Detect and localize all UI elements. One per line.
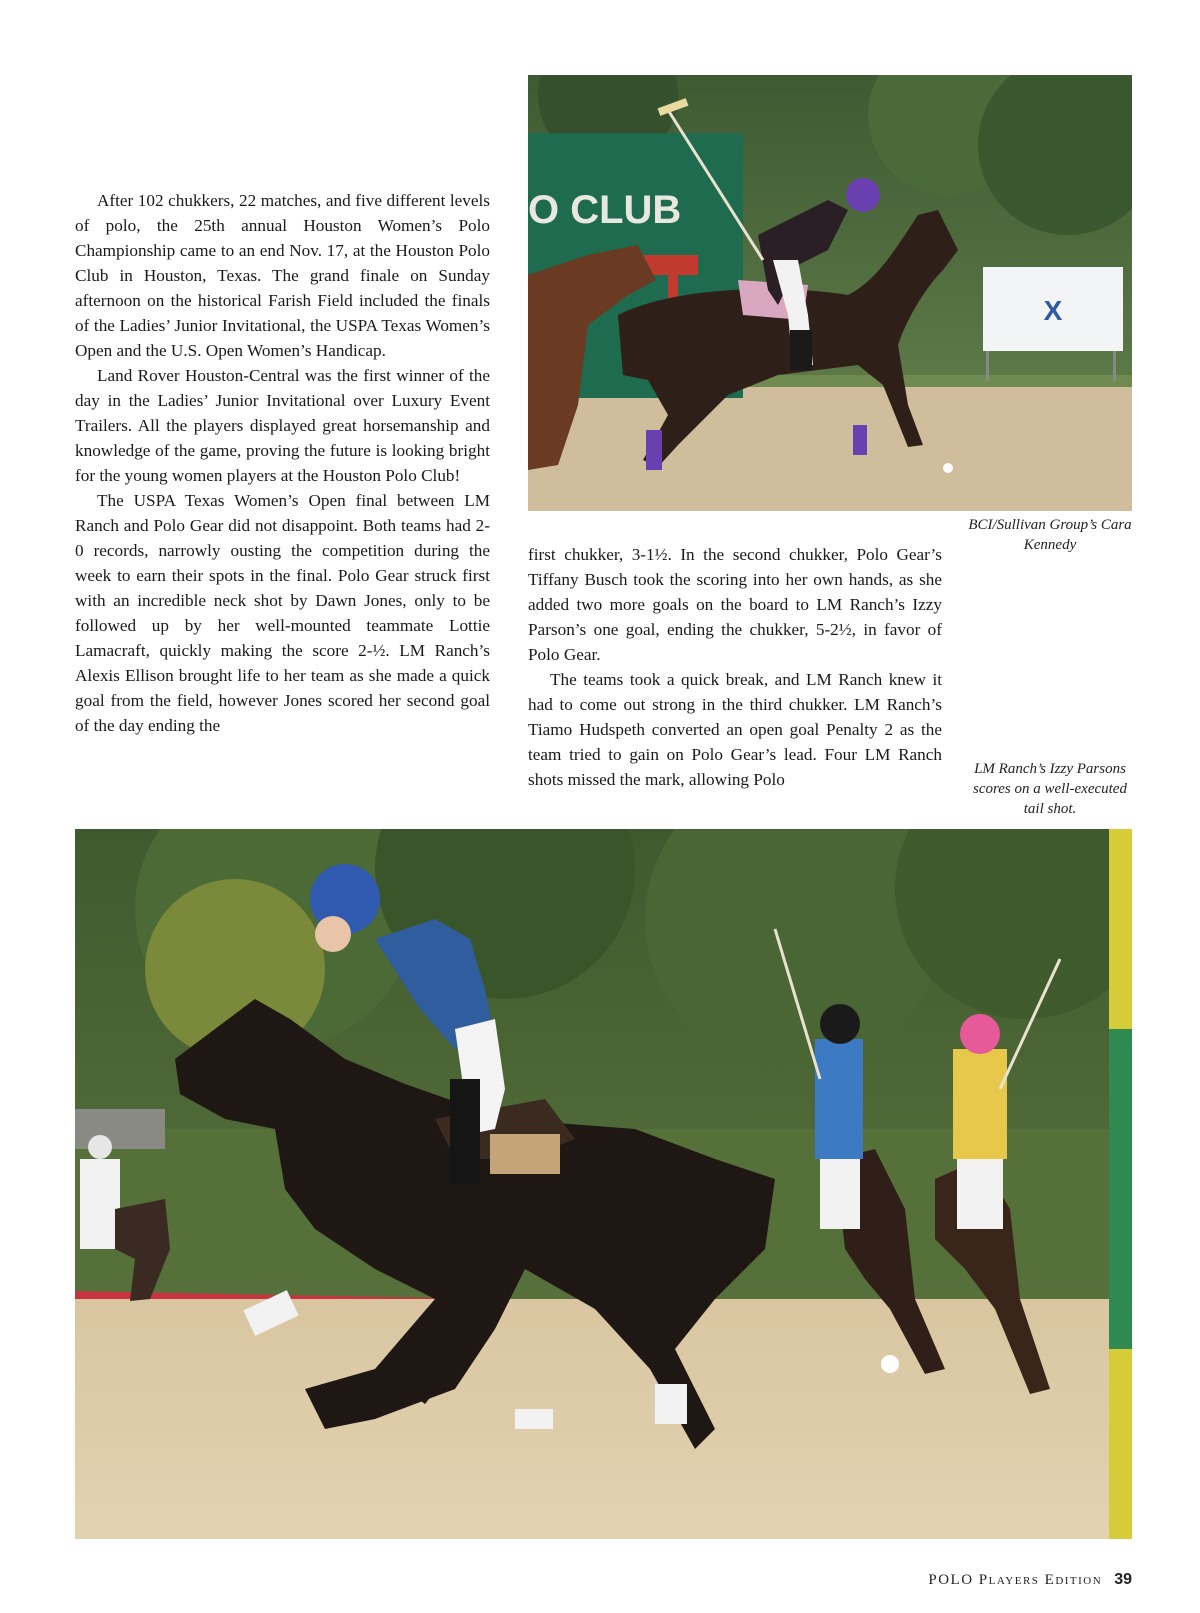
page-footer bbox=[928, 1571, 1132, 1589]
paragraph: The USPA Texas Women’s Open final between LM Ranch and Polo Gear did not disappoint. Both teams had 2-0 records, narrowly ousting the competition during the week to earn their spots in the final. Polo Gear struck first with an incredible neck shot by Dawn Jones, only to be followed up by her well-mounted teammate Lottie Lamacraft, quickly making the score 2-½. LM Ranch’s Alexis Ellison brought life to her team as she made a quick goal from the field, however Jones scored her second goal of the day ending the bbox=[75, 491, 490, 735]
photo-illustration bbox=[75, 829, 1132, 1539]
paragraph: After 102 chukkers, 22 matches, and five different levels of polo, the 25th annual Houston Women’s Polo Championship came to an end Nov. 17, at the Houston Polo Club in Houston, Texas. The grand finale on Sunday afternoon on the historical Farish Field included the finals of the Ladies’ Junior Invitational, the USPA Texas Women’s Open and the U.S. Open Women’s Handicap. bbox=[75, 191, 490, 360]
paragraph: first chukker, 3-1½. In the second chukker, Polo Gear’s Tiffany Busch took the scoring into her own hands, as she added two more goals on the board to LM Ranch’s Izzy Parson’s one goal, ending the chukker, 5-2½, in favor of Polo Gear. bbox=[528, 545, 942, 664]
photo-cara-kennedy bbox=[528, 75, 1132, 511]
photo-illustration bbox=[528, 75, 1132, 511]
article-column-1 bbox=[75, 188, 490, 738]
page-number: 39 bbox=[1114, 1571, 1132, 1588]
photo-caption-top: BCI/Sullivan Group’s Cara Kennedy bbox=[968, 517, 1132, 553]
paragraph: The teams took a quick break, and LM Ranch knew it had to come out strong in the third chukker. LM Ranch’s Tiamo Hudspeth converted an open goal Penalty 2 as the team tried to gain on Polo Gear’s lead. Four LM Ranch shots missed the mark, allowing Polo bbox=[528, 670, 942, 789]
svg-text:X: X bbox=[1043, 295, 1063, 326]
publication-name: POLO Players Edition bbox=[928, 1572, 1103, 1588]
photo-izzy-parsons bbox=[75, 829, 1132, 1539]
article-column-2 bbox=[528, 542, 942, 792]
paragraph: Land Rover Houston-Central was the first winner of the day in the Ladies’ Junior Invitational over Luxury Event Trailers. All the players displayed great horsemanship and knowledge of the game, proving the future is looking bright for the young women players at the Houston Polo Club! bbox=[75, 366, 490, 485]
photo-caption-bottom: LM Ranch’s Izzy Parsons scores on a well-executed tail shot. bbox=[973, 761, 1127, 817]
scoreboard-sign: O CLUB bbox=[528, 188, 682, 232]
